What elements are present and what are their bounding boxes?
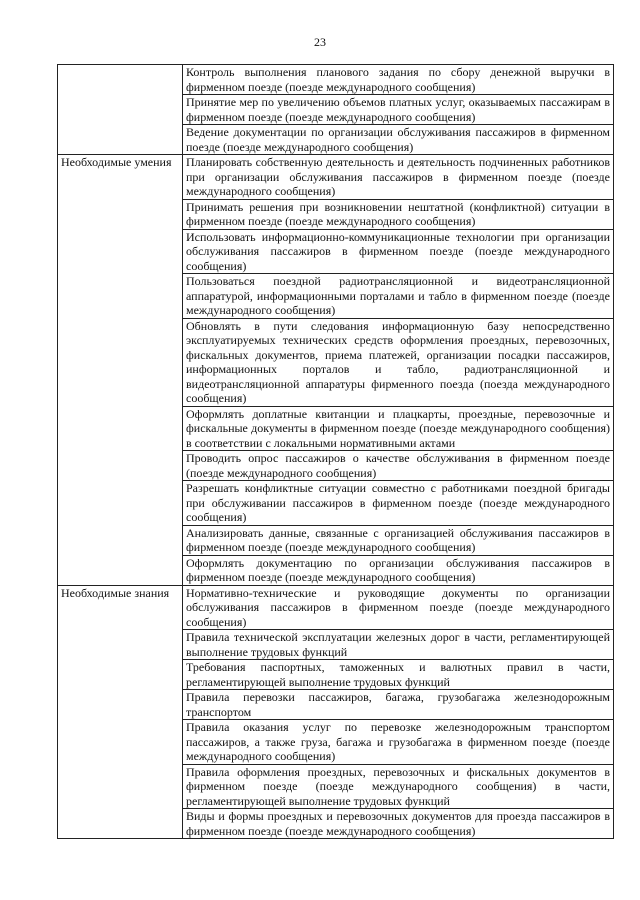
table-cell: Правила оказания услуг по перевозке железнодорожным транспортом пассажиров, а также груза, багажа и грузобагажа в фирменном поезде (поезде международного сообщения) (183, 720, 614, 765)
table-row (58, 65, 614, 95)
table-cell: Использовать информационно-коммуникационные технологии при организации обслуживания пассажиров в фирменном поезде (поезде международного сообщения) (183, 229, 614, 274)
table-cell: Планировать собственную деятельность и деятельность подчиненных работников при организации обслуживания пассажиров в фирменном поезде (поезде международного сообщения) (183, 155, 614, 200)
table-cell: Контроль выполнения планового задания по сбору денежной выручки в фирменном поезде (поезде международного сообщения) (183, 65, 614, 95)
table-cell: Правила перевозки пассажиров, багажа, грузобагажа железнодорожным транспортом (183, 690, 614, 720)
table-cell: Ведение документации по организации обслуживания пассажиров в фирменном поезде (поезде международного сообщения) (183, 125, 614, 155)
table-cell: Требования паспортных, таможенных и валютных правил в части, регламентирующей выполнение трудовых функций (183, 660, 614, 690)
table-cell: Обновлять в пути следования информационную базу непосредственно эксплуатируемых технических средств оформления проездных, перевозочных, фискальных документов, приема платежей, организации посадки пассажиров, информационных порталов и табло, радиотрансляционной и видеотрансляционной аппаратуры фирменного поезда (поезда международного сообщения) (183, 318, 614, 406)
table-row (58, 155, 614, 200)
section-label: Необходимые знания (58, 585, 183, 839)
table-cell: Пользоваться поездной радиотрансляционной и видеотрансляционной аппаратурой, информационными порталами и табло в фирменном поезде (поезде международного сообщения) (183, 274, 614, 319)
table-cell: Проводить опрос пассажиров о качестве обслуживания в фирменном поезде (поезде международного сообщения) (183, 451, 614, 481)
section-label (58, 65, 183, 155)
table-cell: Нормативно-технические и руководящие документы по организации обслуживания пассажиров в фирменном поезде (поезде международного сообщения) (183, 585, 614, 630)
table-row (58, 585, 614, 630)
table-cell: Разрешать конфликтные ситуации совместно с работниками поездной бригады при обслуживании пассажиров в фирменном поезде (поезде международного сообщения) (183, 481, 614, 526)
table-cell: Оформлять доплатные квитанции и плацкарты, проездные, перевозочные и фискальные документы в фирменном поезде (поезде международного сообщения) в соответствии с локальными нормативными актами (183, 406, 614, 451)
section-label: Необходимые умения (58, 155, 183, 586)
table-cell: Правила технической эксплуатации железных дорог в части, регламентирующей выполнение трудовых функций (183, 630, 614, 660)
table-cell: Виды и формы проездных и перевозочных документов для проезда пассажиров в фирменном поезде (поезде международного сообщения) (183, 809, 614, 839)
table-cell: Оформлять документацию по организации обслуживания пассажиров в фирменном поезде (поезде международного сообщения) (183, 555, 614, 585)
table-cell: Принятие мер по увеличению объемов платных услуг, оказываемых пассажирам в фирменном поезде (поезде международного сообщения) (183, 95, 614, 125)
table-cell: Правила оформления проездных, перевозочных и фискальных документов в фирменном поезде (поезде международного сообщения) в части, регламентирующей выполнение трудовых функций (183, 764, 614, 809)
table-cell: Принимать решения при возникновении нештатной (конфликтной) ситуации в фирменном поезде (поезде международного сообщения) (183, 199, 614, 229)
requirements-table (57, 64, 614, 839)
page-number: 23 (314, 35, 326, 49)
table-cell: Анализировать данные, связанные с организацией обслуживания пассажиров в фирменном поезде (поезде международного сообщения) (183, 525, 614, 555)
